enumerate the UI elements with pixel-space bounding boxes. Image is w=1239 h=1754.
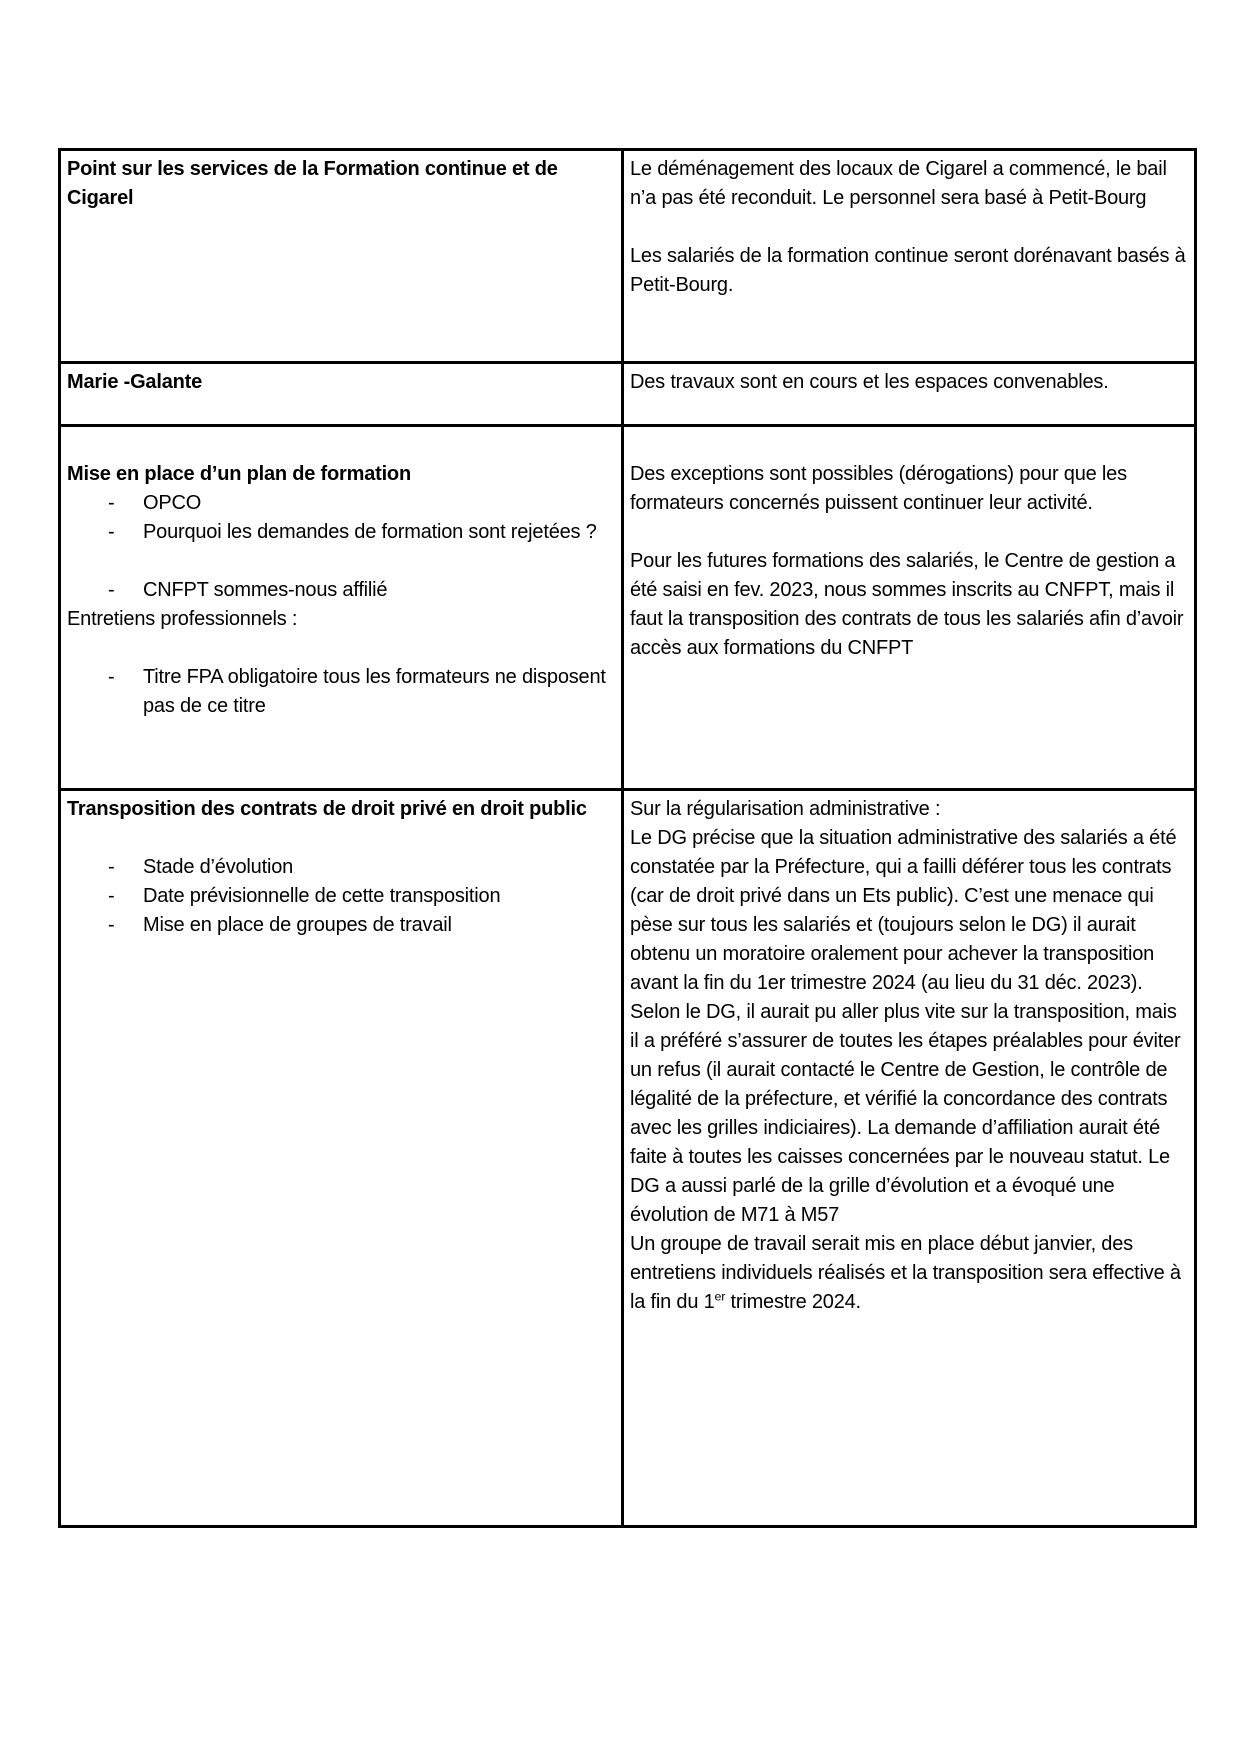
bullet-text: Pourquoi les demandes de formation sont rejetées ? <box>143 521 597 543</box>
blank-line <box>630 431 1187 460</box>
bullet-item <box>67 882 614 911</box>
superscript-text: er <box>714 1289 726 1304</box>
cell-topic <box>60 790 623 1527</box>
paragraph-text: trimestre 2024. <box>725 1291 861 1313</box>
table-row <box>60 426 1196 790</box>
section-heading: Transposition des contrats de droit privé en droit public <box>67 798 587 820</box>
bullet-item <box>67 576 614 605</box>
bullet-item <box>67 663 614 721</box>
bullet-item <box>67 518 614 547</box>
blank-line <box>630 213 1187 242</box>
bullet-item <box>67 911 614 940</box>
cell-notes <box>623 790 1196 1527</box>
blank-line <box>67 547 614 576</box>
section-heading: Mise en place d’un plan de formation <box>67 463 411 485</box>
bullet-dash: - <box>108 579 115 601</box>
bullet-text: Date prévisionnelle de cette transposition <box>143 885 501 907</box>
blank-line <box>67 634 614 663</box>
paragraph: Sur la régularisation administrative : <box>630 798 941 820</box>
bullet-text: CNFPT sommes-nous affilié <box>143 579 388 601</box>
cell-topic <box>60 426 623 790</box>
paragraph: Selon le DG, il aurait pu aller plus vite sur la transposition, mais il a préféré s’assurer de toutes les étapes préalables pour éviter un refus (il aurait contacté le Centre de Gestion, le contrôle de légalité de la préfecture, et vérifié la concordance des contrats avec les grilles indiciaires). La demande d’affiliation aurait été faite à toutes les caisses concernées par le nouveau statut. Le DG a aussi parlé de la grille d’évolution et a évoqué une évolution de M71 à M57 <box>630 1001 1181 1226</box>
bullet-dash: - <box>108 885 115 907</box>
blank-line <box>67 431 614 460</box>
paragraph: Les salariés de la formation continue seront dorénavant basés à Petit-Bourg. <box>630 245 1186 296</box>
bullet-dash: - <box>108 521 115 543</box>
paragraph: Entretiens professionnels : <box>67 608 298 630</box>
paragraph: Pour les futures formations des salariés, le Centre de gestion a été saisi en fev. 2023, nous sommes inscrits au CNFPT, mais il faut la transposition des contrats de tous les salariés afin d’avoir accès aux formations du CNFPT <box>630 550 1184 659</box>
bullet-text: OPCO <box>143 492 202 514</box>
bullet-dash: - <box>108 666 115 688</box>
bullet-text: Mise en place de groupes de travail <box>143 914 452 936</box>
section-heading: Marie -Galante <box>67 371 203 393</box>
blank-line <box>67 824 614 853</box>
table-row <box>60 363 1196 426</box>
bullet-item <box>67 853 614 882</box>
bullet-item <box>67 489 614 518</box>
cell-topic <box>60 150 623 363</box>
cell-notes <box>623 150 1196 363</box>
paragraph <box>630 1230 1187 1317</box>
paragraph: Des exceptions sont possibles (dérogations) pour que les formateurs concernés puissent continuer leur activité. <box>630 463 1127 514</box>
section-heading: Point sur les services de la Formation continue et de Cigarel <box>67 158 558 209</box>
cell-topic <box>60 363 623 426</box>
paragraph-text: Un groupe de travail serait mis en place début janvier, des entretiens individuels réalisés et la transposition sera effective à la fin du 1 <box>630 1233 1181 1313</box>
bullet-dash: - <box>108 492 115 514</box>
bullet-dash: - <box>108 914 115 936</box>
blank-line <box>630 518 1187 547</box>
bullet-text: Stade d’évolution <box>143 856 294 878</box>
bullet-text: Titre FPA obligatoire tous les formateurs ne disposent pas de ce titre <box>143 666 606 717</box>
table-row <box>60 790 1196 1527</box>
meeting-notes-table <box>58 148 1197 1528</box>
paragraph: Le déménagement des locaux de Cigarel a commencé, le bail n’a pas été reconduit. Le personnel sera basé à Petit-Bourg <box>630 158 1167 209</box>
cell-notes <box>623 363 1196 426</box>
paragraph: Le DG précise que la situation administrative des salariés a été constatée par la Préfecture, qui a failli déférer tous les contrats (car de droit privé dans un Ets public). C’est une menace qui pèse sur tous les salariés et (toujours selon le DG) il aurait obtenu un moratoire oralement pour achever la transposition avant la fin du 1er trimestre 2024 (au lieu du 31 déc. 2023). <box>630 827 1177 994</box>
bullet-dash: - <box>108 856 115 878</box>
cell-notes <box>623 426 1196 790</box>
paragraph: Des travaux sont en cours et les espaces convenables. <box>630 371 1109 393</box>
table-row <box>60 150 1196 363</box>
